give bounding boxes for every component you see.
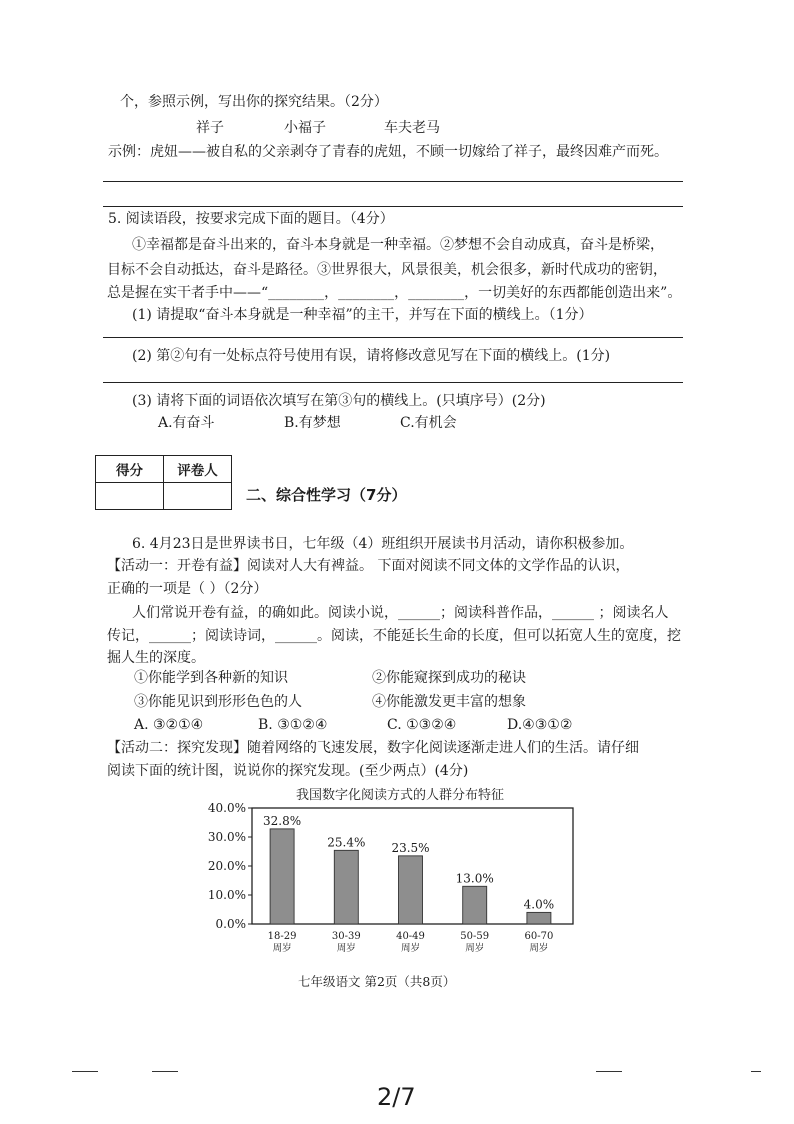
y-tick-label: 30.0% — [207, 830, 246, 844]
q5-sub-question-1: (1) 请提取“奋斗本身就是一种幸福”的主干，并写在下面的横线上。（1分） — [132, 307, 593, 323]
scan-mark — [152, 1071, 178, 1072]
q4-instruction: 个，参照示例，写出你的探究结果。（2分） — [120, 94, 388, 110]
bar-value-label: 25.4% — [327, 835, 366, 850]
answer-line — [103, 337, 683, 338]
x-tick-label: 60-70 — [524, 931, 554, 942]
q5-sub-question-3: (3) 请将下面的词语依次填写在第③句的横线上。(只填序号）(2分) — [132, 393, 546, 409]
chart-title: 我国数字化阅读方式的人群分布特征 — [296, 788, 505, 803]
score-header: 得分 — [96, 456, 164, 483]
q5-option-c: C.有机会 — [400, 415, 457, 431]
q6-activity-1-line-1: 【活动一：开卷有益】阅读对人大有裨益。 下面对阅读不同文体的文学作品的认识， — [107, 558, 630, 574]
grader-header: 评卷人 — [164, 456, 232, 483]
page-footer: 七年级语文 第2页（共8页） — [298, 974, 456, 989]
x-tick-label-unit: 周岁 — [465, 943, 485, 954]
q6-activity-2-line-2: 阅读下面的统计图，说说你的探究发现。(至少两点）(4分) — [107, 763, 469, 779]
q5-option-b: B.有梦想 — [284, 415, 341, 431]
q6-intro: 6. 4月23日是世界读书日，七年级（4）班组织开展读书月活动，请你积极参加。 — [132, 536, 634, 552]
score-cell — [96, 483, 164, 510]
x-tick-label-unit: 周岁 — [400, 943, 421, 954]
scan-mark — [596, 1071, 622, 1072]
y-tick-label: 0.0% — [215, 917, 246, 931]
q6-choice-4: ④你能激发更丰富的想象 — [372, 694, 526, 710]
grader-cell — [164, 483, 232, 510]
x-tick-label-unit: 周岁 — [272, 943, 292, 954]
q6-choice-1: ①你能学到各种新的知识 — [134, 670, 288, 686]
answer-line — [103, 382, 683, 383]
q6-answer-b: B. ③①②④ — [258, 717, 328, 733]
answer-line — [103, 181, 683, 182]
bar — [463, 886, 487, 924]
q6-answer-d: D.④③①② — [507, 717, 573, 733]
y-tick-label: 20.0% — [207, 859, 246, 873]
x-tick-label-unit: 周岁 — [529, 943, 549, 954]
scan-mark — [751, 1071, 761, 1072]
q6-passage-line-1: 人们常说开卷有益，的确如此。阅读小说，______；阅读科普作品，______ ；阅读名人 — [132, 605, 669, 621]
scan-mark — [72, 1071, 98, 1072]
q4-example: 示例：虎妞——被自私的父亲剥夺了青春的虎妞，不顾一切嫁给了祥子，最终因难产而死。 — [108, 144, 668, 160]
bar — [270, 829, 294, 924]
q5-passage-line-1: ①幸福都是奋斗出来的，奋斗本身就是一种幸福。②梦想不会自动成真，奋斗是桥梁， — [132, 237, 664, 253]
x-tick-label: 50-59 — [460, 931, 490, 942]
q4-name-1: 祥子 — [196, 120, 224, 136]
bar-value-label: 13.0% — [455, 871, 494, 886]
q5-passage-line-3: 总是握在实干者手中——“________，________，________，一切美好的东西都能创造出来”。 — [107, 285, 682, 301]
bar — [399, 856, 423, 924]
q6-activity-1-line-2: 正确的一项是（ ）（2分） — [107, 581, 268, 597]
answer-line — [103, 206, 683, 207]
q6-activity-2-line-1: 【活动二：探究发现】随着网络的飞速发展，数字化阅读逐渐走进人们的生活。请仔细 — [107, 740, 639, 756]
bar-value-label: 23.5% — [391, 840, 430, 855]
y-tick-label: 40.0% — [207, 801, 246, 815]
q6-answer-c: C. ①③②④ — [387, 717, 457, 733]
q6-passage-line-3: 掘人生的深度。 — [107, 650, 205, 666]
bar-value-label: 32.8% — [263, 813, 302, 828]
page-number: 2/7 — [377, 1083, 416, 1111]
x-tick-label: 18-29 — [267, 931, 297, 942]
x-tick-label: 40-49 — [396, 931, 425, 942]
q6-passage-line-2: 传记，______；阅读诗词，______。阅读，不能延长生命的长度，但可以拓宽人生的宽度，挖 — [107, 628, 681, 644]
x-tick-label: 30-39 — [331, 931, 361, 942]
q4-name-3: 车夫老马 — [384, 120, 440, 136]
section-2-title: 二、综合性学习（7分） — [246, 486, 407, 504]
chart-frame — [252, 808, 573, 924]
bar — [527, 912, 551, 924]
score-box — [95, 455, 232, 510]
q5-option-a: A.有奋斗 — [158, 415, 215, 431]
x-tick-label-unit: 周岁 — [336, 943, 356, 954]
q6-answer-a: A. ③②①④ — [134, 717, 204, 733]
bar — [334, 850, 358, 924]
q6-choice-2: ②你能窥探到成功的秘诀 — [372, 670, 526, 686]
q6-choice-3: ③你能见识到形形色色的人 — [134, 694, 302, 710]
q5-passage-line-2: 目标不会自动抵达，奋斗是路径。③世界很大，风景很美，机会很多，新时代成功的密钥， — [107, 262, 667, 278]
q4-name-2: 小福子 — [284, 120, 326, 136]
q5-sub-question-2: (2) 第②句有一处标点符号使用有误，请将修改意见写在下面的横线上。(1分) — [132, 348, 611, 364]
bar-value-label: 4.0% — [523, 897, 555, 912]
y-tick-label: 10.0% — [207, 888, 246, 902]
q5-title: 5. 阅读语段，按要求完成下面的题目。（4分） — [108, 211, 394, 227]
